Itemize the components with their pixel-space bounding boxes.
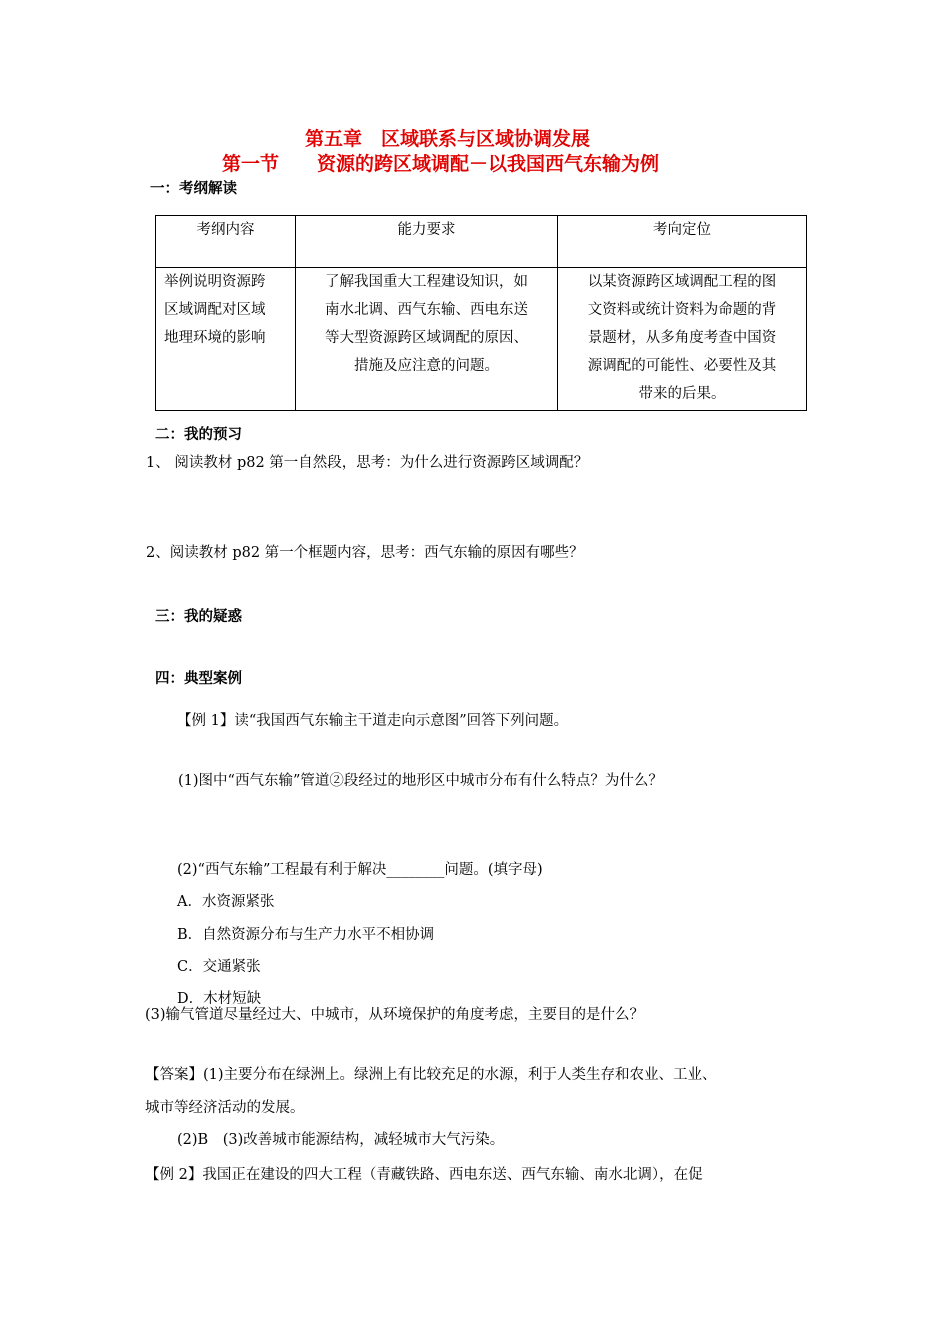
example1-question-2: (2)“西气东输”工程最有利于解决________问题。(填字母) [177, 862, 543, 878]
preview-question-2: 2、阅读教材 p82 第一个框题内容，思考：西气东输的原因有哪些？ [146, 545, 584, 561]
answer-line-3: (2)B (3)改善城市能源结构，减轻城市大气污染。 [177, 1132, 505, 1148]
cell-line: 景题材，从多角度考查中国资 [587, 330, 777, 346]
section-title: 第一节 资源的跨区域调配－以我国西气东输为例 [222, 153, 660, 175]
example1-question-3: (3)输气管道尽量经过大、中城市，从环境保护的角度考虑，主要目的是什么？ [145, 1007, 645, 1023]
heading-preview: 二：我的预习 [155, 427, 242, 443]
example1-intro: 【例 1】读“我国西气东输主干道走向示意图”回答下列问题。 [177, 713, 569, 729]
option-a: A．水资源紧张 [177, 894, 275, 910]
heading-outline: 一：考纲解读 [150, 181, 237, 197]
answer-line-1: 【答案】(1)主要分布在绿洲上。绿洲上有比较充足的水源，利于人类生存和农业、工业、 [145, 1067, 717, 1083]
table-cell-orientation [558, 268, 807, 411]
example2-line-1: 【例 2】我国正在建设的四大工程（青藏铁路、西电东送、西气东输、南水北调），在促 [145, 1167, 703, 1183]
heading-cases: 四：典型案例 [155, 671, 242, 687]
example1-question-1: (1)图中“西气东输”管道②段经过的地形区中城市分布有什么特点？为什么？ [178, 773, 663, 789]
answer-line-2: 城市等经济活动的发展。 [145, 1100, 305, 1116]
cell-line: 措施及应注意的问题。 [354, 358, 499, 374]
cell-line: 文资料或统计资料为命题的背 [587, 302, 777, 318]
cell-line: 带来的后果。 [638, 386, 726, 402]
option-d: D．木材短缺 [177, 991, 262, 1007]
table-header-row [156, 216, 807, 268]
outline-table [155, 215, 807, 411]
option-c: C．交通紧张 [177, 959, 261, 975]
table-header-cell: 考纲内容 [156, 216, 296, 268]
cell-line: 了解我国重大工程建设知识，如 [325, 274, 528, 290]
cell-line: 地理环境的影响 [164, 330, 266, 346]
option-b: B．自然资源分布与生产力水平不相协调 [177, 927, 435, 943]
preview-question-1: 1、 阅读教材 p82 第一自然段，思考：为什么进行资源跨区域调配？ [146, 455, 589, 471]
chapter-title: 第五章 区域联系与区域协调发展 [305, 128, 591, 150]
heading-doubts: 三：我的疑惑 [155, 609, 242, 625]
table-row [156, 268, 807, 411]
cell-line: 等大型资源跨区域调配的原因、 [325, 330, 528, 346]
cell-line: 南水北调、西气东输、西电东送 [325, 302, 528, 318]
cell-line: 源调配的可能性、必要性及其 [587, 358, 777, 374]
cell-line: 区域调配对区域 [164, 302, 266, 318]
table-cell-ability [296, 268, 558, 411]
table-cell-content [156, 268, 296, 411]
table-header-cell: 考向定位 [558, 216, 807, 268]
table-header-cell: 能力要求 [296, 216, 558, 268]
cell-line: 以某资源跨区域调配工程的图 [587, 274, 777, 290]
cell-line: 举例说明资源跨 [164, 274, 266, 290]
